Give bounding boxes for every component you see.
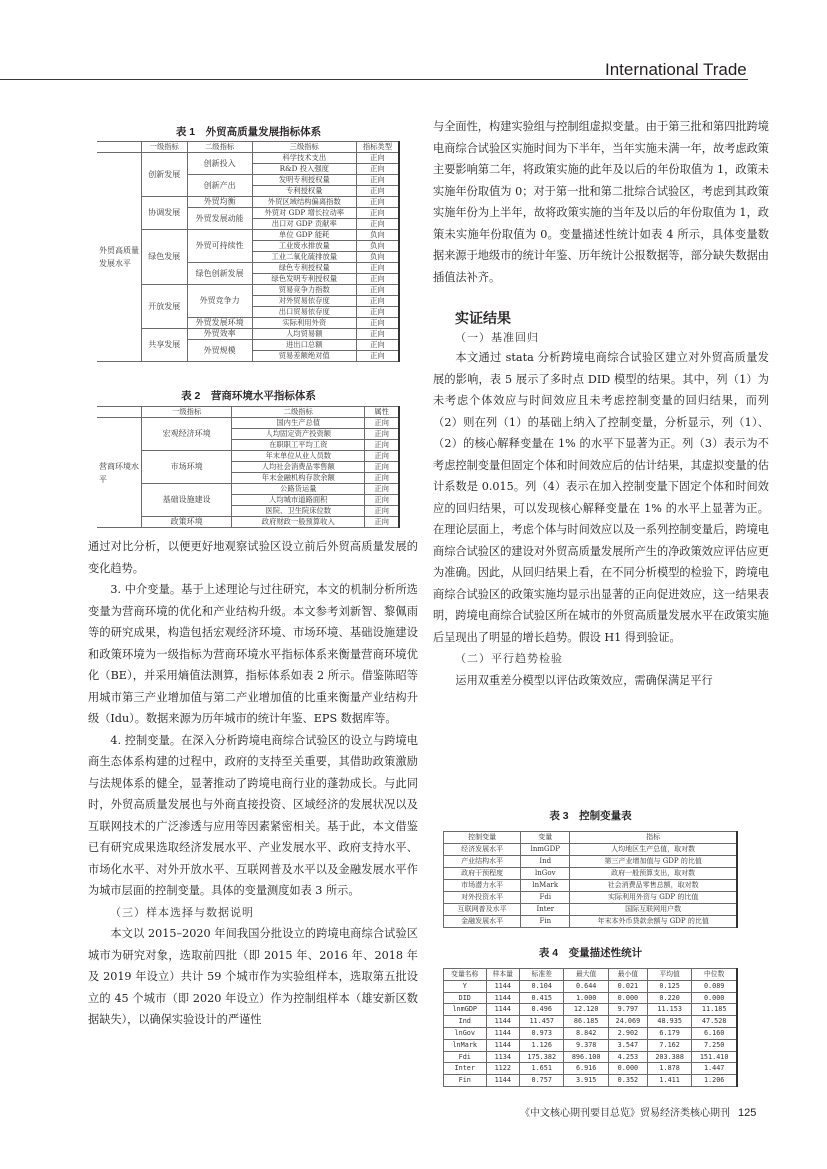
- table-cell: 市场潜力水平: [444, 880, 521, 892]
- indicator-attribute: 正向: [365, 484, 399, 495]
- level3-indicator: 专利授权量: [252, 186, 356, 197]
- table-cell: Inter: [521, 904, 570, 916]
- table-cell: 175.382: [520, 1051, 564, 1063]
- table-row: [97, 197, 399, 208]
- table-cell: 国际互联网用户数: [570, 904, 737, 916]
- level2-indicator: 年末金融机构存款余额: [232, 473, 365, 484]
- table-cell: 1144: [486, 1016, 520, 1028]
- level1-indicator: 绿色发展: [142, 230, 188, 285]
- indicator-type: 正向: [356, 296, 399, 307]
- table-row: [97, 153, 399, 164]
- table-cell: 1.651: [520, 1063, 564, 1075]
- table-row: [97, 285, 399, 296]
- table1-top-label: 外贸高质量发展水平: [97, 153, 142, 362]
- table-cell: 0.757: [520, 1075, 564, 1087]
- table-row: [444, 904, 738, 916]
- table-row: [444, 880, 738, 892]
- table-cell: 11.457: [520, 1016, 564, 1028]
- indicator-type: 正向: [356, 263, 399, 274]
- table-cell: 实际利用外资与 GDP 的比值: [570, 892, 737, 904]
- table-cell: Y: [444, 980, 487, 992]
- table-row: [97, 484, 399, 495]
- table-header-row: [97, 407, 399, 418]
- level2-indicator: 外贸可持续性: [187, 230, 252, 263]
- indicator-type: 正向: [356, 274, 399, 285]
- table-row: [444, 1075, 738, 1087]
- table-header-cell: 样本量: [486, 969, 520, 981]
- table-cell: 1144: [486, 992, 520, 1004]
- table-row: [444, 992, 738, 1004]
- table-cell: 人均地区生产总值，取对数: [570, 844, 737, 856]
- table-header-cell: 一级指标: [142, 142, 188, 153]
- table-header-cell: 属性: [365, 407, 399, 418]
- table-cell: 经济发展水平: [444, 844, 521, 856]
- level2-indicator: 在职职工平均工资: [232, 440, 365, 451]
- level1-indicator: 共享发展: [142, 329, 188, 362]
- level2-indicator: 国内生产总值: [232, 418, 365, 429]
- table-header-cell: 最大值: [564, 969, 608, 981]
- table-cell: Fin: [444, 1075, 487, 1087]
- table-cell: 1144: [486, 1075, 520, 1087]
- table2: [97, 406, 400, 528]
- table-row: [444, 980, 738, 992]
- level2-indicator: 外贸均衡: [187, 197, 252, 208]
- table-cell: 0.000: [692, 992, 737, 1004]
- table-cell: 151.410: [692, 1051, 737, 1063]
- level3-indicator: 进出口总额: [252, 340, 356, 351]
- table-cell: 金融发展水平: [444, 916, 521, 928]
- table-header-cell: 变量名称: [444, 969, 487, 981]
- table-cell: lnMark: [521, 880, 570, 892]
- table-header-cell: 标准差: [520, 969, 564, 981]
- level1-indicator: 创新发展: [142, 153, 188, 197]
- table-row: [444, 1027, 738, 1039]
- table-header-row: [444, 969, 738, 981]
- subsection-heading: （一）基准回归: [455, 331, 539, 344]
- level3-indicator: 出口贸易依存度: [252, 307, 356, 318]
- table-cell: 47.528: [692, 1016, 737, 1028]
- table-row: [97, 418, 399, 429]
- indicator-attribute: 正向: [365, 440, 399, 451]
- table-header-cell: [97, 142, 142, 153]
- level1-indicator: 宏观经济环境: [142, 418, 232, 451]
- indicator-type: 正向: [356, 164, 399, 175]
- level3-indicator: 发明专利授权量: [252, 175, 356, 186]
- header-rule: [0, 79, 748, 80]
- table-row: [444, 1039, 738, 1051]
- table-cell: 48.935: [647, 1016, 691, 1028]
- table-row: [444, 1051, 738, 1063]
- table-header-cell: 平均值: [647, 969, 691, 981]
- table-cell: Ind: [521, 856, 570, 868]
- subsection-heading: （三）样本选择与数据说明: [110, 905, 254, 919]
- level2-indicator: 创新产出: [187, 175, 252, 197]
- table-cell: 政府一般预算支出，取对数: [570, 868, 737, 880]
- table-row: [444, 868, 738, 880]
- level2-indicator: 绿色创新发展: [187, 263, 252, 285]
- table-cell: 9.797: [608, 1004, 647, 1016]
- table-cell: 第三产业增加值与 GDP 的比值: [570, 856, 737, 868]
- level2-indicator: 外贸效率: [187, 329, 252, 340]
- table-cell: 0.000: [608, 1063, 647, 1075]
- paragraph: 3. 中介变量。基于上述理论与过往研究，本文的机制分析所选变量为营商环境的优化和产业结构升级。本文参考刘新智、黎佩雨等的研究成果，构造包括宏观经济环境、市场环境、基础设施建设和政策环境为一级指标为营商环境水平指标体系来衡量营商环境优化（BE），并采用熵值法测算，指标体系如表 2 所示。借鉴陈昭等用城市第三产业增加值与第二产业增加值的比重来衡量产业结构升级（Idu）。数据来源为历年城市的统计年鉴、EPS 数据库等。: [88, 583, 418, 725]
- table-cell: lnmGDP: [444, 1004, 487, 1016]
- indicator-attribute: 正向: [365, 473, 399, 484]
- table-cell: 0.644: [564, 980, 608, 992]
- level2-indicator: 人均固定资产投资额: [232, 429, 365, 440]
- table-cell: lnmGDP: [521, 844, 570, 856]
- indicator-type: 正向: [356, 197, 399, 208]
- indicator-attribute: 正向: [365, 418, 399, 429]
- table1-caption: 表 1 外贸高质量发展指标体系: [175, 126, 322, 138]
- table-cell: Fin: [521, 916, 570, 928]
- level1-indicator: 政策环境: [142, 517, 232, 528]
- table-row: [97, 329, 399, 340]
- section-heading: 实证结果: [455, 310, 511, 326]
- level3-indicator: 工业废水排放量: [252, 241, 356, 252]
- indicator-type: 正向: [356, 186, 399, 197]
- table1: [97, 141, 400, 362]
- table-cell: 1.447: [692, 1063, 737, 1075]
- table-cell: 0.352: [608, 1075, 647, 1087]
- table-cell: 0.000: [608, 992, 647, 1004]
- table-cell: 896.100: [564, 1051, 608, 1063]
- table-cell: 24.069: [608, 1016, 647, 1028]
- table-row: [444, 1063, 738, 1075]
- table-header-cell: 控制变量: [444, 832, 521, 844]
- table-cell: lnMark: [444, 1039, 487, 1051]
- table-cell: 0.220: [647, 992, 691, 1004]
- level2-indicator: 创新投入: [187, 153, 252, 175]
- level2-indicator: 公路货运量: [232, 484, 365, 495]
- level3-indicator: R&D 投入强度: [252, 164, 356, 175]
- level2-indicator: 外贸发展环境: [187, 318, 252, 329]
- level1-indicator: 开放发展: [142, 285, 188, 329]
- indicator-type: 正向: [356, 208, 399, 219]
- table-cell: 12.120: [564, 1004, 608, 1016]
- table-cell: 0.104: [520, 980, 564, 992]
- indicator-type: 正向: [356, 219, 399, 230]
- level3-indicator: 实际利用外资: [252, 318, 356, 329]
- level3-indicator: 绿色专利授权量: [252, 263, 356, 274]
- table-cell: 7.162: [647, 1039, 691, 1051]
- level2-indicator: 人均城市道路面积: [232, 495, 365, 506]
- table-cell: 9.378: [564, 1039, 608, 1051]
- table-cell: DID: [444, 992, 487, 1004]
- indicator-type: 正向: [356, 285, 399, 296]
- table-cell: 3.915: [564, 1075, 608, 1087]
- indicator-attribute: 正向: [365, 462, 399, 473]
- indicator-type: 正向: [356, 307, 399, 318]
- table-header-cell: [97, 407, 142, 418]
- level3-indicator: 外贸区域结构偏离指数: [252, 197, 356, 208]
- table-row: [97, 451, 399, 462]
- level3-indicator: 贸易差额绝对值: [252, 351, 356, 362]
- indicator-type: 负向: [356, 230, 399, 241]
- table-cell: 1144: [486, 1004, 520, 1016]
- table-cell: 11.185: [692, 1004, 737, 1016]
- table-cell: 0.021: [608, 980, 647, 992]
- table-row: [444, 1004, 738, 1016]
- table-cell: 政府干预程度: [444, 868, 521, 880]
- left-column-text: [88, 536, 418, 1031]
- indicator-attribute: 正向: [365, 517, 399, 528]
- table-header-cell: 最小值: [608, 969, 647, 981]
- table-cell: Ind: [444, 1016, 487, 1028]
- table-cell: Fdi: [521, 892, 570, 904]
- table-cell: 1.000: [564, 992, 608, 1004]
- paragraph: 运用双重差分模型以评估政策效应，需确保满足平行: [455, 673, 713, 687]
- table-cell: 1.126: [520, 1039, 564, 1051]
- table4-caption: 表 4 变量描述性统计: [538, 947, 643, 959]
- level1-indicator: 市场环境: [142, 451, 232, 484]
- table-cell: 4.253: [608, 1051, 647, 1063]
- table-cell: 0.125: [647, 980, 691, 992]
- level3-indicator: 绿色发明专利授权量: [252, 274, 356, 285]
- table-cell: Inter: [444, 1063, 487, 1075]
- table-cell: 86.185: [564, 1016, 608, 1028]
- level2-indicator: 政府财政一般预算收入: [232, 517, 365, 528]
- level1-indicator: 协调发展: [142, 197, 188, 230]
- right-column-text: [433, 116, 769, 691]
- level3-indicator: 科学技术支出: [252, 153, 356, 164]
- table-cell: 1144: [486, 1039, 520, 1051]
- table-header-cell: 指标: [570, 832, 737, 844]
- table-row: [97, 517, 399, 528]
- table-cell: 产业结构水平: [444, 856, 521, 868]
- indicator-attribute: 正向: [365, 451, 399, 462]
- level2-indicator: 年末单位从业人员数: [232, 451, 365, 462]
- level2-indicator: 医院、卫生院床位数: [232, 506, 365, 517]
- page-footer: [520, 1104, 756, 1119]
- level1-indicator: 基础设施建设: [142, 484, 232, 517]
- table-row: [444, 856, 738, 868]
- table-cell: 社会消费品零售总额，取对数: [570, 880, 737, 892]
- table-cell: 1144: [486, 980, 520, 992]
- table-header-row: [97, 142, 399, 153]
- level3-indicator: 贸易竞争力指数: [252, 285, 356, 296]
- table-cell: 2.902: [608, 1027, 647, 1039]
- table-cell: 7.250: [692, 1039, 737, 1051]
- level3-indicator: 外贸对 GDP 增长拉动率: [252, 208, 356, 219]
- table-cell: 年末本外币贷款余额与 GDP 的比值: [570, 916, 737, 928]
- level3-indicator: 对外贸易依存度: [252, 296, 356, 307]
- table-cell: 1122: [486, 1063, 520, 1075]
- table-cell: 6.160: [692, 1027, 737, 1039]
- indicator-type: 正向: [356, 318, 399, 329]
- table-header-cell: 三级指标: [252, 142, 356, 153]
- level3-indicator: 出口对 GDP 贡献率: [252, 219, 356, 230]
- table-header-cell: 一级指标: [142, 407, 232, 418]
- table2-caption: 表 2 营商环境水平指标体系: [181, 390, 316, 402]
- table-cell: 1.411: [647, 1075, 691, 1087]
- table-cell: 对外投资水平: [444, 892, 521, 904]
- table-cell: Fdi: [444, 1051, 487, 1063]
- level3-indicator: 工业二氧化硫排放量: [252, 252, 356, 263]
- table-row: [444, 1016, 738, 1028]
- table-cell: 203.388: [647, 1051, 691, 1063]
- indicator-attribute: 正向: [365, 429, 399, 440]
- table-cell: 1.206: [692, 1075, 737, 1087]
- table4: [443, 968, 738, 1087]
- level2-indicator: 外贸竞争力: [187, 285, 252, 318]
- paragraph: 本文以 2015–2020 年间我国分批设立的跨境电商综合试验区城市为研究对象，选取前四批（即 2015 年、2016 年、2018 年及 2019 年设立）共计 59 个城市作为实验组样本，选取第五批设立的 45 个城市（即 2020 年设立）作为控制组样本（雄安新区数据缺失），以确保实验设计的严谨性: [88, 927, 418, 1026]
- table-cell: lnGov: [521, 868, 570, 880]
- table-cell: lnGov: [444, 1027, 487, 1039]
- table-cell: 1144: [486, 1027, 520, 1039]
- table2-top-label: 营商环境水平: [97, 418, 142, 528]
- indicator-type: 负向: [356, 252, 399, 263]
- level2-indicator: 人均社会消费品零售额: [232, 462, 365, 473]
- level2-indicator: 外贸发展动能: [187, 208, 252, 230]
- table3-caption: 表 3 控制变量表: [549, 810, 632, 822]
- journal-footer-text: 《中文核心期刊要目总览》贸易经济类核心期刊: [520, 1108, 730, 1119]
- level3-indicator: 单位 GDP 能耗: [252, 230, 356, 241]
- table-cell: 6.179: [647, 1027, 691, 1039]
- table-header-cell: 二级指标: [232, 407, 365, 418]
- table-row: [444, 892, 738, 904]
- indicator-type: 正向: [356, 329, 399, 340]
- table-cell: 0.415: [520, 992, 564, 1004]
- table-cell: 6.916: [564, 1063, 608, 1075]
- indicator-type: 正向: [356, 351, 399, 362]
- table-header-cell: 二级指标: [187, 142, 252, 153]
- indicator-attribute: 正向: [365, 506, 399, 517]
- table-header-cell: 指标类型: [356, 142, 399, 153]
- table-row: [444, 844, 738, 856]
- paragraph: 4. 控制变量。在深入分析跨境电商综合试验区的设立与跨境电商生态体系构建的过程中，政府的支持至关重要，其借助政策激励与法规体系的健全，显著推动了跨境电商行业的蓬勃成长。与此同时，外贸高质量发展也与外商直接投资、区域经济的发展状况以及互联网技术的广泛渗透与应用等因素紧密相关。基于此，本文借鉴已有研究成果选取经济发展水平、产业发展水平、政府支持水平、市场化水平、对外开放水平、互联网普及水平以及金融发展水平作为城市层面的控制变量。具体的变量测度如表 3 所示。: [88, 733, 418, 897]
- table-cell: 3.547: [608, 1039, 647, 1051]
- indicator-type: 正向: [356, 153, 399, 164]
- table-cell: 1134: [486, 1051, 520, 1063]
- table-cell: 0.089: [692, 980, 737, 992]
- table-header-cell: 中位数: [692, 969, 737, 981]
- table-cell: 1.878: [647, 1063, 691, 1075]
- level3-indicator: 人均贸易额: [252, 329, 356, 340]
- page-number: 125: [738, 1107, 757, 1119]
- indicator-type: 正向: [356, 340, 399, 351]
- table-row: [444, 916, 738, 928]
- table-cell: 11.153: [647, 1004, 691, 1016]
- table-cell: 8.842: [564, 1027, 608, 1039]
- paragraph: 与全面性，构建实验组与控制组虚拟变量。由于第三批和第四批跨境电商综合试验区实施时间为下半年，当年实施未满一年，故考虑政策主要影响第二年，将政策实施的此年及以后的年份取值为 1，政策未实施年份取值为 0；对于第一批和第二批综合试验区，考虑到其政策实施年份为上半年，故将政策实施的当年及以后的年份取值为 1，政策未实施年份取值为 0。变量描述性统计如表 4 所示，具体变量数据来源于地级市的统计年鉴、历年统计公报数据等，部分缺失数据由插值法补齐。: [433, 120, 769, 284]
- paragraph: 本文通过 stata 分析跨境电商综合试验区建立对外贸高质量发展的影响，表 5 展示了多时点 DID 模型的结果。其中，列（1）为未考虑个体效应与时间效应且未考虑控制变量的回归结果，而列（2）则在列（1）的基础上纳入了控制变量，分析显示，列（1）、（2）的核心解释变量在 1% 的水平下显著为正。列（3）表示为不考虑控制变量但固定个体和时间效应后的估计结果，其虚拟变量的估计系数是 0.015。列（4）表示在加入控制变量下固定个体和时间效应的回归结果，可以发现核心解释变量在 1% 的水平上显著为正。在理论层面上，考虑个体与时间效应以及一系列控制变量后，跨境电商综合试验区的建设对外贸高质量发展所产生的净政策效应评估应更为准确。因此，从回归结果上看，在不同分析模型的检验下，跨境电商综合试验区的政策实施均显示出显著的正向促进效应，这一结果表明，跨境电商综合试验区所在城市的外贸高质量发展水平在政策实施后呈现出了明显的增长趋势。假设 H1 得到验证。: [433, 351, 769, 644]
- subsection-heading: （二）平行趋势检验: [455, 652, 563, 665]
- indicator-type: 负向: [356, 241, 399, 252]
- level2-indicator: 外贸规模: [187, 340, 252, 362]
- indicator-attribute: 正向: [365, 495, 399, 506]
- table-row: [97, 230, 399, 241]
- table-header-cell: 变量: [521, 832, 570, 844]
- table-cell: 0.973: [520, 1027, 564, 1039]
- table3: [443, 831, 738, 928]
- table-cell: 0.496: [520, 1004, 564, 1016]
- journal-section-title: International Trade: [605, 60, 747, 79]
- table-cell: 互联网普及水平: [444, 904, 521, 916]
- paragraph: 通过对比分析，以便更好地观察试验区设立前后外贸高质量发展的变化趋势。: [88, 540, 418, 575]
- indicator-type: 正向: [356, 175, 399, 186]
- table-header-row: [444, 832, 738, 844]
